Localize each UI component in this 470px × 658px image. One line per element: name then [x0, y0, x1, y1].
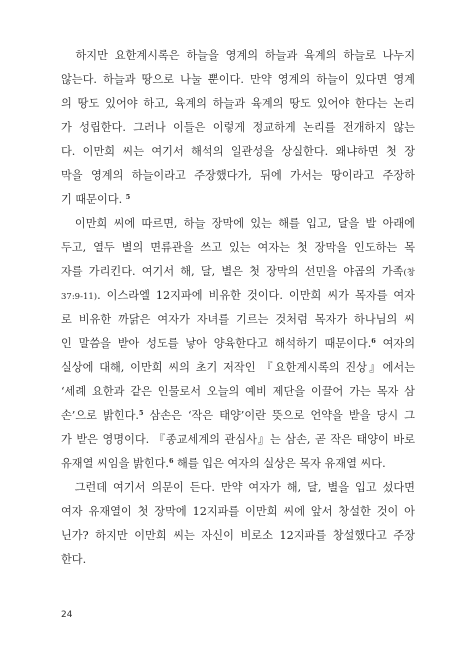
page-number: 24	[61, 610, 73, 620]
text-line: 그런데 여기서 의문이 든다. 만약 여자가 해, 달, 별을 입고 섰다면	[61, 481, 415, 494]
text-line: 자를 가리킨다. 여기서 해, 달, 별은 첫 장막의 선민을 야곱의 가족(창	[61, 265, 415, 278]
bible-reference: (창	[403, 268, 415, 278]
bible-reference: 37:9-11)	[61, 292, 98, 302]
text-line: 실상에 대해, 이만희 씨의 초기 저작인 『요한계시록의 진상』에서는	[61, 361, 415, 374]
footnote-marker: 5	[138, 409, 144, 417]
body-text	[61, 44, 415, 572]
footnote-marker: 5	[125, 193, 131, 201]
paragraph-1	[61, 44, 415, 212]
text-line: 의 땅도 있어야 하고, 육계의 하늘과 육계의 땅도 있어야 한다는 논리	[61, 97, 415, 110]
text-line: 다. 이만희 씨는 여기서 해석의 일관성을 상실한다. 왜냐하면 첫 장	[61, 145, 415, 158]
text-line: ‘세례 요한과 같은 인물로서 오늘의 예비 제단을 이끌어 가는 목자 삼	[61, 385, 415, 398]
text-line: 하지만 요한계시록은 하늘을 영계의 하늘과 육계의 하늘로 나누지	[61, 49, 415, 62]
text-line: 가 성립한다. 그러나 이들은 이렇게 정교하게 논리를 전개하지 않는	[61, 121, 415, 134]
text-line: 유재열 씨임을 밝힌다.$^6$ 해를 입은 여자의 실상은 목자 유재열 씨다.	[61, 457, 386, 470]
paragraph-2	[61, 212, 415, 476]
text-line: 않는다. 하늘과 땅으로 나눌 뿐이다. 만약 영계의 하늘이 있다면 영계	[61, 73, 415, 86]
text-line: 손’으로 밝힌다.$^5$ 삼손은 ‘작은 태양’이란 뜻으로 언약을 받을 당시 그	[61, 409, 415, 422]
text-line: 인 말씀을 받아 성도를 낳아 양육한다고 해석하기 때문이다.$^6$ 여자의	[61, 337, 415, 350]
text-line: 37:9-11). 이스라엘 12지파에 비유한 것이다. 이만희 씨가 목자를 여자	[61, 289, 415, 302]
text-line: 막을 영계의 하늘이라고 주장했다가, 뒤에 가서는 땅이라고 주장하	[61, 169, 415, 182]
footnote-marker: 6	[371, 337, 376, 345]
footnote-marker: 6	[168, 457, 174, 465]
text-line: 닌가? 하지만 이만희 씨는 자신이 비로소 12지파를 창설했다고 주장	[61, 529, 415, 542]
text-line: 두고, 열두 별의 면류관을 쓰고 있는 여자는 첫 장막을 인도하는 목	[61, 241, 415, 254]
text-line: 로 비유한 까닭은 여자가 자녀를 기르는 것처럼 목자가 하나님의 씨	[61, 313, 415, 326]
text-line: 여자 유재열이 첫 장막에 12지파를 이만희 씨에 앞서 창설한 것이 아	[61, 505, 415, 518]
text-line: 한다.	[61, 553, 87, 566]
text-line: 기 때문이다. $^5$	[61, 193, 131, 206]
text-line: 가 받은 영명이다. 『종교세계의 관심사』는 삼손, 곧 작은 태양이 바로	[61, 433, 415, 446]
paragraph-3	[61, 476, 415, 572]
text-line: 이만희 씨에 따르면, 하늘 장막에 있는 해를 입고, 달을 발 아래에	[61, 217, 415, 230]
